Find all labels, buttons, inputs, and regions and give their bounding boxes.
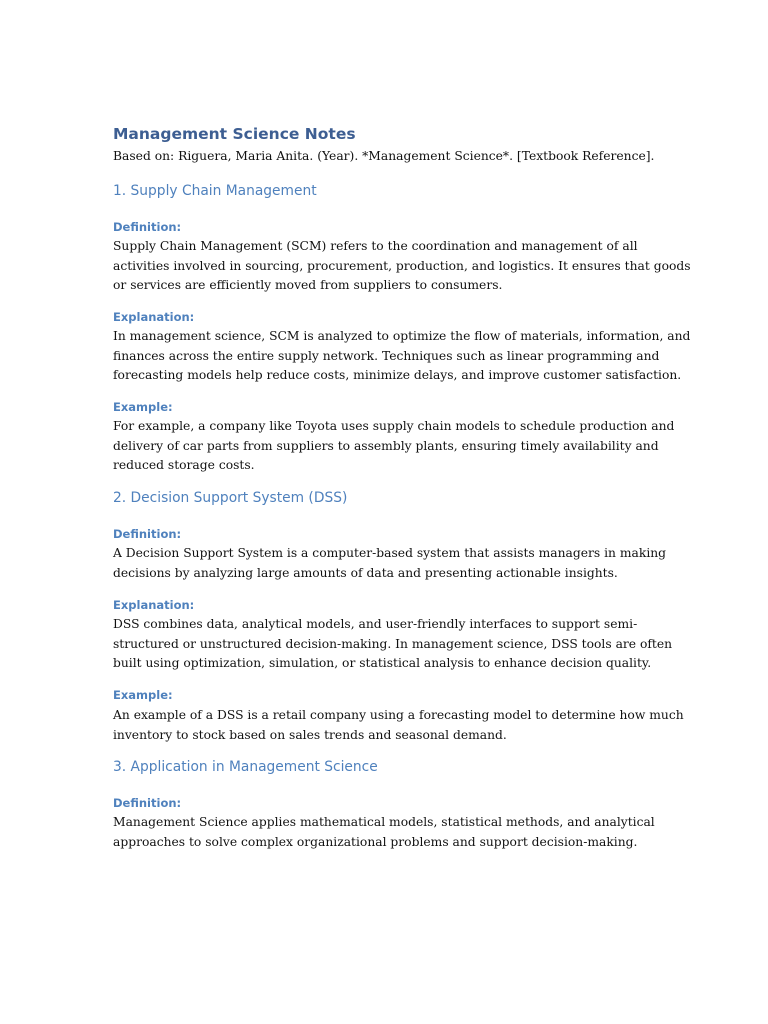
document-title: Management Science Notes [113, 125, 356, 143]
text-line: DSS combines data, analytical models, and user-friendly interfaces to support semi- [113, 617, 638, 631]
text-line: finances across the entire supply network. Techniques such as linear programming and [113, 348, 660, 363]
dss-explanation-label: Explanation: [113, 598, 195, 612]
scm-explanation-label: Explanation: [113, 310, 195, 324]
dss-definition-text [113, 544, 667, 583]
text-line: Supply Chain Management (SCM) refers to the coordination and management of all [113, 239, 638, 253]
text-line: decisions by analyzing large amounts of data and presenting actionable insights. [113, 565, 618, 580]
text-line: In management science, SCM is analyzed to optimize the flow of materials, information, and [113, 329, 691, 343]
text-line: structured or unstructured decision-making. In management science, DSS tools are often [113, 636, 673, 651]
application-definition-text [113, 813, 658, 852]
text-line: activities involved in sourcing, procurement, production, and logistics. It ensures that goods [113, 258, 691, 273]
text-line: inventory to stock based on sales trends and seasonal demand. [113, 727, 507, 742]
section-heading-dss: 2. Decision Support System (DSS) [113, 490, 348, 506]
text-line: built using optimization, simulation, or statistical analysis to enhance decision quality. [113, 656, 652, 670]
text-line: For example, a company like Toyota uses supply chain models to schedule production and [113, 419, 675, 433]
text-line: reduced storage costs. [113, 458, 255, 472]
scm-example-text [113, 417, 675, 476]
scm-definition-text [113, 237, 691, 296]
dss-example-label: Example: [113, 688, 173, 702]
text-line: or services are efficiently moved from suppliers to consumers. [113, 278, 503, 292]
text-line: forecasting models help reduce costs, minimize delays, and improve customer satisfaction. [113, 368, 682, 382]
reference-line: Based on: Riguera, Maria Anita. (Year). *Management Science*. [Textbook Reference]. [113, 149, 655, 163]
application-definition-label: Definition: [113, 796, 182, 810]
dss-example-text [113, 706, 684, 745]
scm-explanation-text [113, 327, 691, 386]
text-line: A Decision Support System is a computer-based system that assists managers in making [113, 546, 667, 560]
text-line: Management Science applies mathematical models, statistical methods, and analytical [113, 815, 655, 829]
scm-definition-label: Definition: [113, 220, 182, 234]
text-line: approaches to solve complex organizational problems and support decision-making. [113, 834, 638, 849]
text-line: An example of a DSS is a retail company using a forecasting model to determine how much [113, 708, 684, 722]
dss-definition-label: Definition: [113, 527, 182, 541]
text-line: delivery of car parts from suppliers to assembly plants, ensuring timely availability and [113, 438, 659, 453]
section-heading-supply-chain: 1. Supply Chain Management [113, 183, 317, 199]
section-heading-application: 3. Application in Management Science [113, 759, 378, 775]
dss-explanation-text [113, 615, 673, 674]
scm-example-label: Example: [113, 400, 173, 414]
